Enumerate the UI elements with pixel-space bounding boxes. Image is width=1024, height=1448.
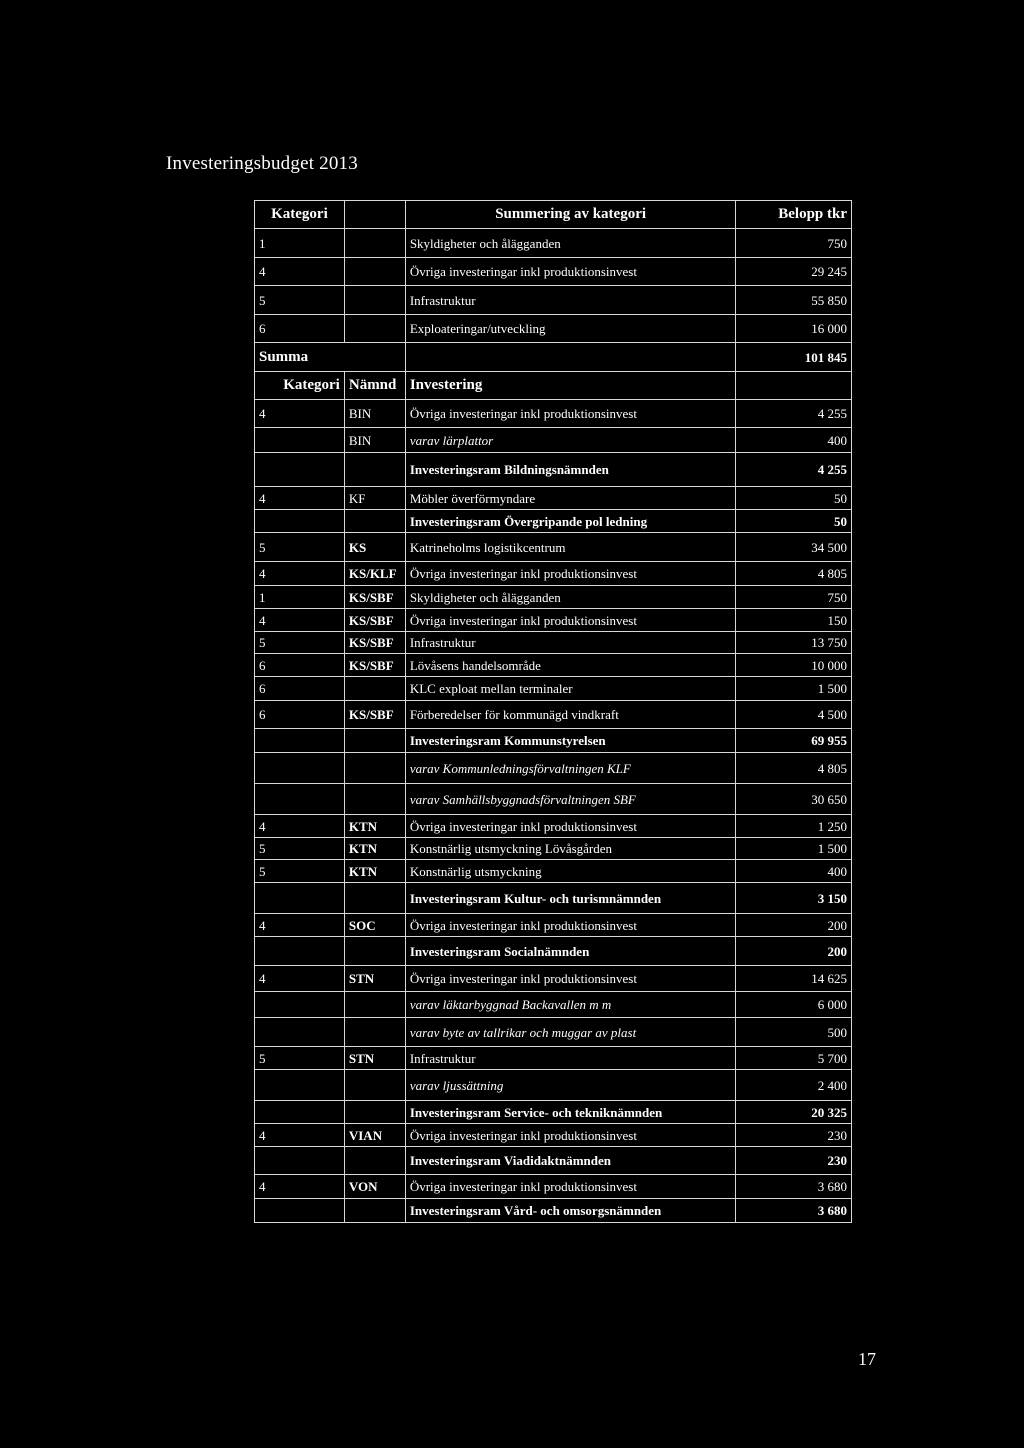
detail-namnd-cell: VON xyxy=(344,1175,405,1199)
detail-namnd-cell: KS/SBF xyxy=(344,654,405,677)
investment-row xyxy=(255,860,852,883)
detail-kategori-cell: 5 xyxy=(255,860,345,883)
detail-kategori-cell: 4 xyxy=(255,1175,345,1199)
budget-table xyxy=(254,200,852,1223)
detail-amount-cell: 1 500 xyxy=(736,677,852,701)
detail-text-cell: varav ljussättning xyxy=(405,1070,736,1101)
detail-header-kategori: Kategori xyxy=(255,372,345,400)
investment-row xyxy=(255,428,852,453)
detail-kategori-cell: 4 xyxy=(255,562,345,586)
detail-namnd-cell: VIAN xyxy=(344,1124,405,1147)
detail-kategori-cell xyxy=(255,510,345,533)
detail-text-cell: Infrastruktur xyxy=(405,1047,736,1070)
summary-text-cell: Övriga investeringar inkl produktionsinvest xyxy=(405,258,736,286)
detail-kategori-cell xyxy=(255,883,345,914)
detail-text-cell: Investeringsram Service- och tekniknämnden xyxy=(405,1101,736,1124)
detail-text-cell: Övriga investeringar inkl produktionsinvest xyxy=(405,914,736,937)
summary-text-cell: Skyldigheter och ålägganden xyxy=(405,229,736,258)
detail-amount-cell: 4 805 xyxy=(736,753,852,784)
detail-amount-cell: 1 500 xyxy=(736,838,852,860)
detail-namnd-cell: KF xyxy=(344,487,405,510)
investment-row xyxy=(255,1124,852,1147)
investment-row xyxy=(255,753,852,784)
detail-kategori-cell: 4 xyxy=(255,487,345,510)
detail-amount-cell: 3 680 xyxy=(736,1199,852,1223)
investment-row xyxy=(255,701,852,729)
detail-text-cell: Investeringsram Vård- och omsorgsnämnden xyxy=(405,1199,736,1223)
detail-namnd-cell: KTN xyxy=(344,815,405,838)
detail-text-cell: Investeringsram Bildningsnämnden xyxy=(405,453,736,487)
detail-kategori-cell: 4 xyxy=(255,966,345,992)
summary-text-cell: Infrastruktur xyxy=(405,286,736,315)
detail-text-cell: Skyldigheter och ålägganden xyxy=(405,586,736,609)
summary-total-empty xyxy=(405,343,736,372)
detail-namnd-cell: STN xyxy=(344,1047,405,1070)
detail-text-cell: Övriga investeringar inkl produktionsinvest xyxy=(405,966,736,992)
detail-kategori-cell: 1 xyxy=(255,586,345,609)
budget-table-body xyxy=(255,201,852,1223)
summary-kategori-cell: 1 xyxy=(255,229,345,258)
detail-text-cell: Övriga investeringar inkl produktionsinvest xyxy=(405,1175,736,1199)
detail-text-cell: Övriga investeringar inkl produktionsinvest xyxy=(405,562,736,586)
detail-amount-cell: 34 500 xyxy=(736,533,852,562)
page-title: Investeringsbudget 2013 xyxy=(166,153,358,174)
investment-row xyxy=(255,400,852,428)
detail-kategori-cell xyxy=(255,1147,345,1175)
page-number: 17 xyxy=(858,1349,876,1369)
detail-kategori-cell: 6 xyxy=(255,677,345,701)
detail-kategori-cell xyxy=(255,1070,345,1101)
detail-namnd-cell xyxy=(344,992,405,1018)
investment-frame-row xyxy=(255,1147,852,1175)
summary-empty-cell xyxy=(344,229,405,258)
detail-amount-cell: 230 xyxy=(736,1147,852,1175)
detail-text-cell: Möbler överförmyndare xyxy=(405,487,736,510)
detail-header-empty xyxy=(736,372,852,400)
summary-amount-cell: 55 850 xyxy=(736,286,852,315)
detail-amount-cell: 30 650 xyxy=(736,784,852,815)
detail-namnd-cell xyxy=(344,1199,405,1223)
detail-namnd-cell xyxy=(344,729,405,753)
detail-namnd-cell: KTN xyxy=(344,838,405,860)
detail-amount-cell: 13 750 xyxy=(736,632,852,654)
summary-total-label: Summa xyxy=(255,343,406,372)
summary-kategori-cell: 5 xyxy=(255,286,345,315)
detail-text-cell: varav lärplattor xyxy=(405,428,736,453)
detail-namnd-cell xyxy=(344,883,405,914)
detail-amount-cell: 69 955 xyxy=(736,729,852,753)
detail-amount-cell: 50 xyxy=(736,510,852,533)
summary-row xyxy=(255,315,852,343)
detail-text-cell: KLC exploat mellan terminaler xyxy=(405,677,736,701)
detail-kategori-cell xyxy=(255,753,345,784)
detail-amount-cell: 10 000 xyxy=(736,654,852,677)
summary-header-kategori: Kategori xyxy=(255,201,345,229)
summary-row xyxy=(255,286,852,315)
detail-text-cell: Lövåsens handelsområde xyxy=(405,654,736,677)
detail-text-cell: Övriga investeringar inkl produktionsinvest xyxy=(405,1124,736,1147)
investment-frame-row xyxy=(255,1101,852,1124)
detail-kategori-cell: 4 xyxy=(255,815,345,838)
summary-row xyxy=(255,229,852,258)
detail-text-cell: Investeringsram Övergripande pol ledning xyxy=(405,510,736,533)
detail-namnd-cell: KS/SBF xyxy=(344,701,405,729)
detail-text-cell: Investeringsram Kultur- och turismnämnden xyxy=(405,883,736,914)
summary-header-row xyxy=(255,201,852,229)
detail-text-cell: Infrastruktur xyxy=(405,632,736,654)
investment-row xyxy=(255,1070,852,1101)
detail-namnd-cell xyxy=(344,1070,405,1101)
summary-total-amount: 101 845 xyxy=(736,343,852,372)
investment-frame-row xyxy=(255,453,852,487)
investment-row xyxy=(255,815,852,838)
detail-namnd-cell xyxy=(344,753,405,784)
detail-text-cell: Investeringsram Viadidaktnämnden xyxy=(405,1147,736,1175)
summary-empty-cell xyxy=(344,286,405,315)
investment-frame-row xyxy=(255,510,852,533)
detail-namnd-cell xyxy=(344,1101,405,1124)
detail-amount-cell: 20 325 xyxy=(736,1101,852,1124)
summary-amount-cell: 29 245 xyxy=(736,258,852,286)
investment-row xyxy=(255,586,852,609)
detail-text-cell: Konstnärlig utsmyckning Lövåsgården xyxy=(405,838,736,860)
detail-amount-cell: 4 255 xyxy=(736,453,852,487)
detail-kategori-cell xyxy=(255,1101,345,1124)
investment-frame-row xyxy=(255,729,852,753)
detail-namnd-cell: KS/SBF xyxy=(344,632,405,654)
detail-amount-cell: 400 xyxy=(736,428,852,453)
investment-row xyxy=(255,1047,852,1070)
detail-namnd-cell xyxy=(344,784,405,815)
investment-row xyxy=(255,632,852,654)
summary-header-belopp: Belopp tkr xyxy=(736,201,852,229)
detail-amount-cell: 200 xyxy=(736,914,852,937)
detail-namnd-cell xyxy=(344,1018,405,1047)
detail-namnd-cell: SOC xyxy=(344,914,405,937)
detail-text-cell: Investeringsram Kommunstyrelsen xyxy=(405,729,736,753)
detail-kategori-cell: 4 xyxy=(255,1124,345,1147)
summary-header-summering: Summering av kategori xyxy=(405,201,736,229)
detail-amount-cell: 230 xyxy=(736,1124,852,1147)
detail-amount-cell: 150 xyxy=(736,609,852,632)
detail-amount-cell: 5 700 xyxy=(736,1047,852,1070)
detail-kategori-cell xyxy=(255,428,345,453)
summary-kategori-cell: 4 xyxy=(255,258,345,286)
detail-amount-cell: 6 000 xyxy=(736,992,852,1018)
detail-amount-cell: 14 625 xyxy=(736,966,852,992)
detail-text-cell: Investeringsram Socialnämnden xyxy=(405,937,736,966)
detail-amount-cell: 50 xyxy=(736,487,852,510)
investment-row xyxy=(255,654,852,677)
investment-row xyxy=(255,784,852,815)
detail-namnd-cell xyxy=(344,1147,405,1175)
investment-row xyxy=(255,914,852,937)
detail-header-investering: Investering xyxy=(405,372,736,400)
detail-namnd-cell: BIN xyxy=(344,400,405,428)
detail-amount-cell: 2 400 xyxy=(736,1070,852,1101)
detail-kategori-cell xyxy=(255,992,345,1018)
detail-kategori-cell xyxy=(255,453,345,487)
investment-row xyxy=(255,533,852,562)
detail-kategori-cell: 4 xyxy=(255,609,345,632)
detail-amount-cell: 4 500 xyxy=(736,701,852,729)
detail-kategori-cell: 6 xyxy=(255,654,345,677)
summary-text-cell: Exploateringar/utveckling xyxy=(405,315,736,343)
detail-namnd-cell: KS/KLF xyxy=(344,562,405,586)
detail-text-cell: Övriga investeringar inkl produktionsinvest xyxy=(405,400,736,428)
detail-amount-cell: 4 255 xyxy=(736,400,852,428)
detail-text-cell: varav läktarbyggnad Backavallen m m xyxy=(405,992,736,1018)
detail-kategori-cell: 4 xyxy=(255,914,345,937)
detail-kategori-cell: 5 xyxy=(255,533,345,562)
detail-amount-cell: 200 xyxy=(736,937,852,966)
investment-frame-row xyxy=(255,1199,852,1223)
detail-text-cell: varav Kommunledningsförvaltningen KLF xyxy=(405,753,736,784)
investment-row xyxy=(255,966,852,992)
detail-text-cell: varav Samhällsbyggnadsförvaltningen SBF xyxy=(405,784,736,815)
summary-total-row xyxy=(255,343,852,372)
investment-frame-row xyxy=(255,937,852,966)
detail-amount-cell: 400 xyxy=(736,860,852,883)
detail-namnd-cell: BIN xyxy=(344,428,405,453)
detail-kategori-cell: 5 xyxy=(255,838,345,860)
detail-amount-cell: 750 xyxy=(736,586,852,609)
detail-kategori-cell: 4 xyxy=(255,400,345,428)
detail-namnd-cell: KS xyxy=(344,533,405,562)
detail-namnd-cell: KTN xyxy=(344,860,405,883)
detail-text-cell: Övriga investeringar inkl produktionsinvest xyxy=(405,815,736,838)
summary-header-empty xyxy=(344,201,405,229)
summary-kategori-cell: 6 xyxy=(255,315,345,343)
detail-text-cell: Övriga investeringar inkl produktionsinvest xyxy=(405,609,736,632)
detail-kategori-cell: 5 xyxy=(255,632,345,654)
detail-amount-cell: 1 250 xyxy=(736,815,852,838)
detail-namnd-cell: KS/SBF xyxy=(344,586,405,609)
detail-kategori-cell: 6 xyxy=(255,701,345,729)
detail-namnd-cell xyxy=(344,677,405,701)
summary-empty-cell xyxy=(344,258,405,286)
summary-row xyxy=(255,258,852,286)
detail-text-cell: Konstnärlig utsmyckning xyxy=(405,860,736,883)
investment-frame-row xyxy=(255,883,852,914)
summary-amount-cell: 750 xyxy=(736,229,852,258)
investment-row xyxy=(255,992,852,1018)
detail-header-row xyxy=(255,372,852,400)
detail-kategori-cell xyxy=(255,729,345,753)
investment-row xyxy=(255,1018,852,1047)
detail-kategori-cell xyxy=(255,1199,345,1223)
detail-namnd-cell xyxy=(344,510,405,533)
investment-row xyxy=(255,1175,852,1199)
detail-namnd-cell: STN xyxy=(344,966,405,992)
investment-row xyxy=(255,609,852,632)
detail-kategori-cell xyxy=(255,784,345,815)
detail-text-cell: Katrineholms logistikcentrum xyxy=(405,533,736,562)
detail-amount-cell: 4 805 xyxy=(736,562,852,586)
detail-kategori-cell xyxy=(255,1018,345,1047)
detail-text-cell: varav byte av tallrikar och muggar av plast xyxy=(405,1018,736,1047)
detail-amount-cell: 3 150 xyxy=(736,883,852,914)
detail-namnd-cell xyxy=(344,453,405,487)
investment-row xyxy=(255,677,852,701)
detail-amount-cell: 500 xyxy=(736,1018,852,1047)
investment-row xyxy=(255,838,852,860)
detail-kategori-cell: 5 xyxy=(255,1047,345,1070)
detail-text-cell: Förberedelser för kommunägd vindkraft xyxy=(405,701,736,729)
detail-kategori-cell xyxy=(255,937,345,966)
detail-header-namnd: Nämnd xyxy=(344,372,405,400)
investment-row xyxy=(255,487,852,510)
summary-empty-cell xyxy=(344,315,405,343)
detail-namnd-cell: KS/SBF xyxy=(344,609,405,632)
summary-amount-cell: 16 000 xyxy=(736,315,852,343)
detail-namnd-cell xyxy=(344,937,405,966)
investment-row xyxy=(255,562,852,586)
detail-amount-cell: 3 680 xyxy=(736,1175,852,1199)
